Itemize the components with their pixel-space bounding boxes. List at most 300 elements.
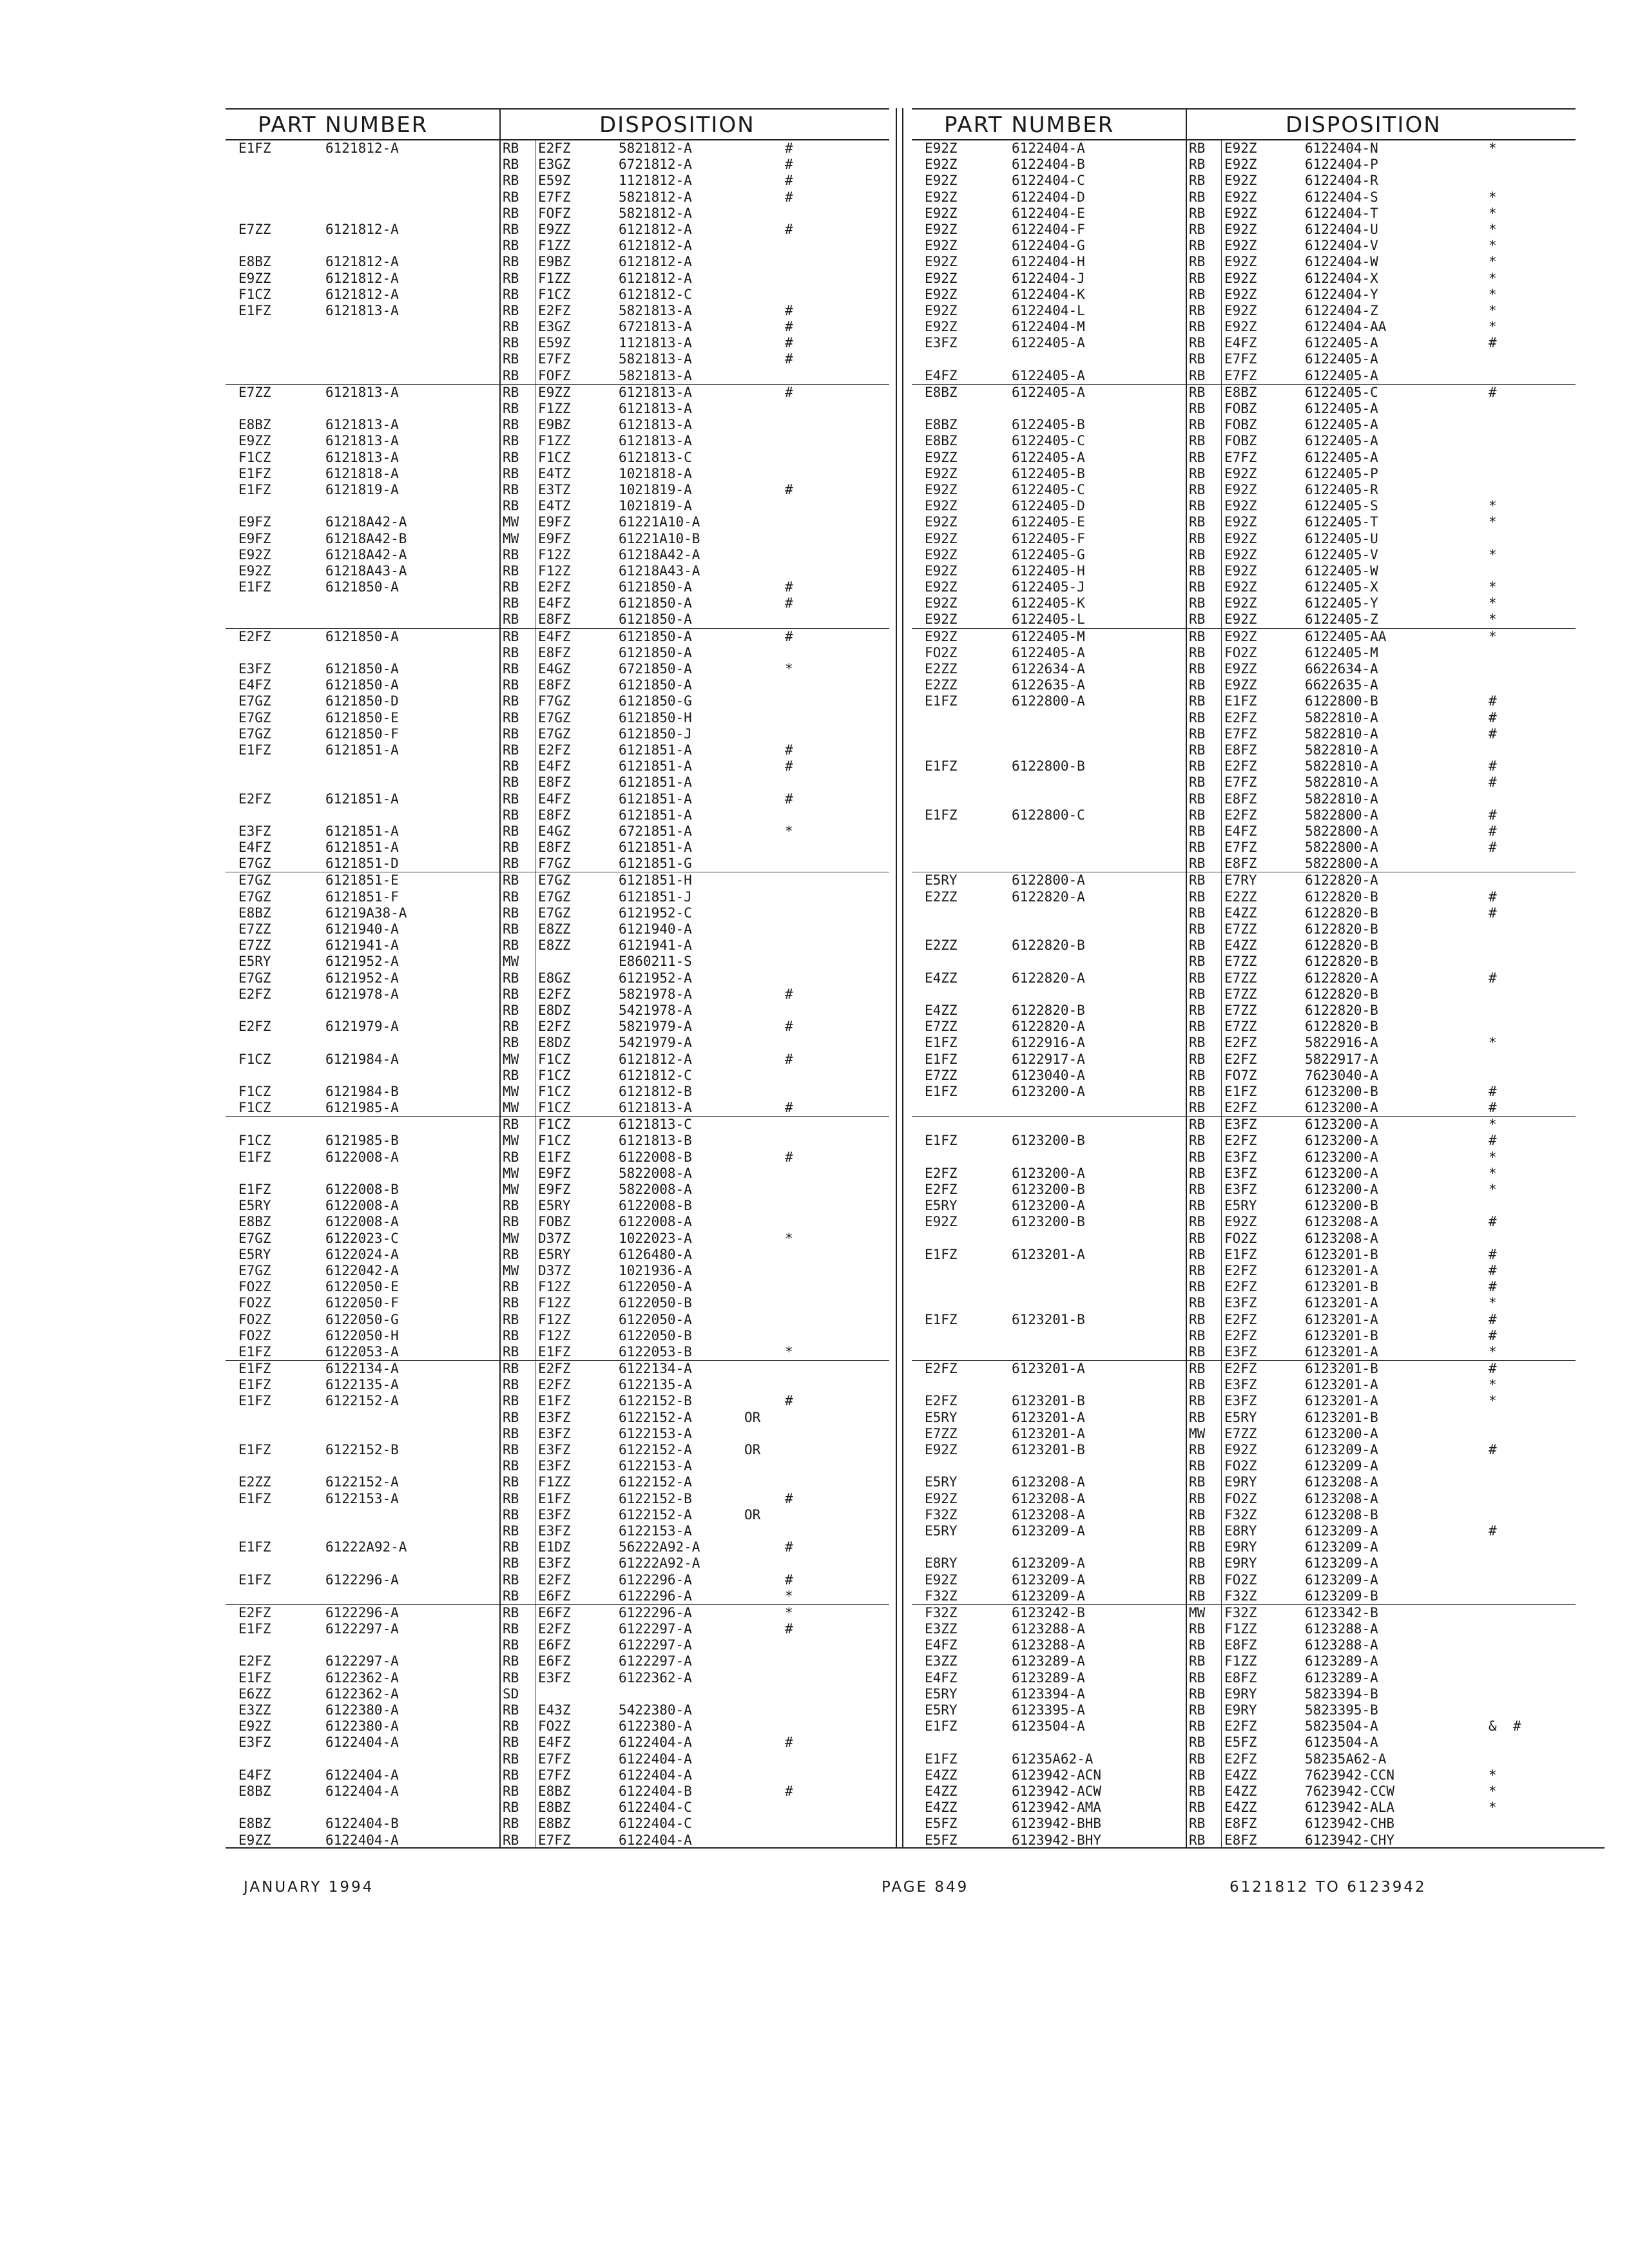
model-prefix: FOBZ (1224, 433, 1257, 449)
replacement-number: 6122820-A (1305, 872, 1378, 889)
table-row (912, 466, 1576, 482)
disposition-code: RB (503, 1067, 519, 1083)
model-prefix: E7ZZ (1224, 1425, 1257, 1441)
table-row (226, 1800, 889, 1816)
replacement-number: 6122820-B (1305, 1019, 1378, 1035)
part-number: 6123200-A (1012, 1165, 1085, 1181)
part-number: 6123201-A (1012, 1246, 1085, 1262)
table-row (912, 1198, 1576, 1214)
disposition-code: RB (503, 1002, 519, 1018)
replacement-number: 6123942-CHY (1305, 1832, 1395, 1848)
table-row (912, 287, 1576, 303)
flag: # (1489, 1279, 1497, 1295)
part-number: 6121851-A (325, 791, 399, 807)
disposition-code: RB (1189, 823, 1206, 839)
part-prefix: E1FZ (238, 1377, 271, 1393)
part-prefix: FO2Z (238, 1295, 271, 1311)
table-row (226, 986, 889, 1003)
table-row (226, 238, 889, 254)
replacement-number: 6122404-C (619, 1816, 692, 1832)
disposition-code: RB (503, 709, 519, 726)
table-row (912, 1295, 1576, 1311)
model-prefix: F1ZZ (538, 270, 571, 286)
part-number: 6122404-B (325, 1816, 399, 1832)
table-row (226, 1474, 889, 1490)
model-prefix: E7FZ (538, 1767, 571, 1783)
part-number: 6122362-A (325, 1669, 399, 1686)
disposition-code: RB (1189, 562, 1206, 579)
model-prefix: E7ZZ (1224, 954, 1257, 970)
part-number: 6123208-A (1012, 1474, 1085, 1490)
part-number: 6122800-B (1012, 758, 1085, 774)
table-row (226, 563, 889, 579)
replacement-number: 6123342-B (1305, 1604, 1378, 1620)
part-prefix: E92Z (925, 562, 958, 579)
part-prefix: E5RY (925, 1523, 958, 1539)
disposition-code: RB (503, 417, 519, 433)
model-prefix: F1CZ (538, 1100, 571, 1116)
replacement-number: 6123209-A (1305, 1523, 1378, 1539)
flag: * (1489, 1767, 1497, 1783)
part-number: 6122405-A (1012, 644, 1085, 660)
disposition-code: RB (503, 351, 519, 367)
flag: * (785, 1604, 793, 1620)
flag: * (1489, 140, 1497, 156)
replacement-number: 6121813-C (619, 1117, 692, 1133)
table-row (226, 1312, 889, 1328)
part-prefix: E2ZZ (925, 677, 958, 693)
disposition-code: RB (503, 1279, 519, 1295)
model-prefix: F1ZZ (538, 1474, 571, 1490)
replacement-number: 6122405-R (1305, 481, 1378, 497)
flag: # (1489, 693, 1497, 709)
disposition-code: RB (1189, 986, 1206, 1002)
replacement-number: 58235A62-A (1305, 1751, 1387, 1767)
table-row (226, 1507, 889, 1523)
model-prefix: E8BZ (1224, 384, 1257, 400)
replacement-number: 5822008-A (619, 1182, 692, 1197)
table-row (912, 531, 1576, 547)
model-prefix: E4FZ (1224, 335, 1257, 351)
disposition-code: RB (503, 189, 519, 205)
model-prefix: E3FZ (1224, 1149, 1257, 1165)
table-row (912, 1458, 1576, 1474)
model-prefix: E2FZ (538, 1571, 571, 1588)
part-prefix: E1FZ (238, 1669, 271, 1686)
model-prefix: E2FZ (1224, 1361, 1257, 1377)
part-prefix: E5RY (925, 1686, 958, 1702)
part-number: 6122296-A (325, 1604, 399, 1620)
disposition-code: RB (503, 1490, 519, 1506)
part-prefix: E1FZ (925, 1718, 958, 1735)
table-row (912, 1263, 1576, 1279)
replacement-number: 6122404-B (619, 1783, 692, 1799)
table-row (226, 970, 889, 986)
model-prefix: E6FZ (538, 1653, 571, 1669)
table-row (912, 271, 1576, 287)
part-prefix: E5RY (925, 872, 958, 889)
model-prefix: E92Z (1224, 514, 1257, 530)
disposition-code: MW (503, 954, 519, 970)
model-prefix: D37Z (538, 1230, 571, 1246)
part-number: 6121812-A (325, 286, 399, 302)
disposition-code: RB (503, 481, 519, 497)
model-prefix: E3FZ (538, 1523, 571, 1539)
flag: # (785, 1019, 793, 1035)
column-rule (1186, 140, 1187, 1849)
disposition-code: RB (503, 986, 519, 1002)
part-prefix: E7GZ (238, 872, 271, 889)
table-row (912, 1344, 1576, 1360)
disposition-code: RB (1189, 1669, 1206, 1686)
replacement-number: 5422380-A (619, 1702, 692, 1718)
disposition-code: RB (1189, 351, 1206, 367)
model-prefix: E92Z (1224, 1442, 1257, 1457)
model-prefix: E9FZ (538, 1165, 571, 1181)
replacement-number: 6123289-A (1305, 1669, 1378, 1686)
table-row (226, 1328, 889, 1344)
model-prefix: E9BZ (538, 417, 571, 433)
table-row (912, 1035, 1576, 1051)
flag: # (1489, 709, 1497, 726)
part-number: 6122050-E (325, 1279, 399, 1295)
part-prefix: E3FZ (238, 823, 271, 839)
disposition-code: RB (1189, 270, 1206, 286)
model-prefix: F1CZ (538, 1117, 571, 1133)
model-prefix: E2FZ (1224, 1262, 1257, 1278)
model-prefix: E1DZ (538, 1539, 571, 1555)
table-row (912, 1783, 1576, 1800)
part-number: 6122405-A (1012, 335, 1085, 351)
flag: * (1489, 302, 1497, 318)
part-prefix: E1FZ (925, 1751, 958, 1767)
disposition-code: RB (1189, 449, 1206, 465)
replacement-number: 6123200-A (1305, 1425, 1378, 1441)
replacement-number: 6123201-B (1305, 1279, 1378, 1295)
replacement-number: 6121851-H (619, 872, 692, 889)
flag: # (785, 1051, 793, 1067)
replacement-number: 6121850-A (619, 579, 692, 595)
replacement-number: 5821978-A (619, 986, 692, 1002)
replacement-number: 6122297-A (619, 1653, 692, 1669)
table-row (226, 222, 889, 238)
disposition-code: MW (503, 1262, 519, 1278)
model-prefix: E8FZ (1224, 1669, 1257, 1686)
model-prefix: E9FZ (538, 514, 571, 530)
replacement-number: 6122152-B (619, 1490, 692, 1506)
part-number: 6121850-F (325, 726, 399, 742)
model-prefix: E8FZ (1224, 791, 1257, 807)
replacement-number: 6122404-A (619, 1751, 692, 1767)
part-prefix: E3FZ (238, 1735, 271, 1751)
part-prefix: E7GZ (238, 970, 271, 986)
flag: * (1489, 628, 1497, 644)
replacement-number: 6121952-C (619, 905, 692, 921)
model-prefix: FO2Z (1224, 1458, 1257, 1474)
disposition-code: RB (503, 579, 519, 595)
flag: # (1489, 1311, 1497, 1327)
replacement-number: 5821813-A (619, 351, 692, 367)
model-prefix: E3FZ (538, 1409, 571, 1425)
flag: # (785, 189, 793, 205)
disposition-code: RB (1189, 498, 1206, 514)
model-prefix: F32Z (1224, 1506, 1257, 1523)
disposition-code: RB (1189, 1571, 1206, 1588)
part-number: 6122404-M (1012, 319, 1085, 335)
replacement-number: 6123200-A (1305, 1149, 1378, 1165)
replacement-number: 1022023-A (619, 1230, 692, 1246)
disposition-code: RB (503, 611, 519, 628)
table-row (226, 1279, 889, 1295)
disposition-code: RB (503, 433, 519, 449)
replacement-number: 6123200-A (1305, 1100, 1378, 1116)
disposition-code: RB (1189, 546, 1206, 562)
disposition-code: RB (1189, 1100, 1206, 1116)
model-prefix: E59Z (538, 335, 571, 351)
model-prefix: E92Z (1224, 238, 1257, 254)
disposition-code: RB (1189, 401, 1206, 416)
replacement-number: 5821813-A (619, 367, 692, 383)
table-row (226, 628, 889, 645)
replacement-number: 6123208-B (1305, 1506, 1378, 1523)
disposition-code: RB (1189, 1343, 1206, 1360)
table-row (912, 450, 1576, 466)
part-prefix: E92Z (925, 1490, 958, 1506)
disposition-code: RB (1189, 1149, 1206, 1165)
flag: # (1489, 970, 1497, 986)
flag: * (1489, 498, 1497, 514)
part-prefix: E8BZ (238, 1783, 271, 1799)
part-prefix: E92Z (925, 1214, 958, 1230)
table-row (226, 1539, 889, 1555)
part-prefix: E6ZZ (238, 1686, 271, 1702)
replacement-number: 6121850-A (619, 644, 692, 660)
part-prefix: E5RY (238, 1246, 271, 1262)
part-number: 6121850-A (325, 677, 399, 693)
disposition-code: RB (503, 823, 519, 839)
model-prefix: E8FZ (538, 677, 571, 693)
disposition-code: RB (1189, 1588, 1206, 1604)
model-prefix: E2FZ (538, 1019, 571, 1035)
table-row (226, 1068, 889, 1084)
replacement-number: 6123200-B (1305, 1083, 1378, 1099)
table-row (226, 1116, 889, 1133)
part-prefix: E8BZ (925, 433, 958, 449)
model-prefix: FO2Z (1224, 644, 1257, 660)
model-prefix: F1ZZ (538, 401, 571, 416)
part-number: 6122404-K (1012, 286, 1085, 302)
model-prefix: E7GZ (538, 726, 571, 742)
disposition-code: RB (503, 807, 519, 823)
disposition-code: RB (1189, 889, 1206, 905)
replacement-number: 6121812-A (619, 254, 692, 270)
part-prefix: F32Z (925, 1588, 958, 1604)
part-number: 6123942-ACN (1012, 1767, 1102, 1783)
replacement-number: 5421978-A (619, 1002, 692, 1018)
part-number: 6121813-A (325, 433, 399, 449)
part-prefix: E5RY (925, 1474, 958, 1490)
model-prefix: E9RY (1224, 1686, 1257, 1702)
replacement-number: 6122153-A (619, 1458, 692, 1474)
flag: # (785, 157, 793, 173)
table-row (226, 1182, 889, 1198)
part-prefix: FO2Z (238, 1311, 271, 1327)
replacement-number: 6121851-J (619, 889, 692, 905)
part-prefix: E7ZZ (925, 1019, 958, 1035)
replacement-number: 6122404-Z (1305, 302, 1378, 318)
part-prefix: FO2Z (238, 1279, 271, 1295)
table-row (912, 579, 1576, 595)
replacement-number: 6122405-U (1305, 530, 1378, 546)
part-number: 6121850-A (325, 579, 399, 595)
replacement-number: 5822917-A (1305, 1051, 1378, 1067)
part-prefix: E2FZ (238, 1604, 271, 1620)
disposition-code: RB (1189, 335, 1206, 351)
replacement-number: 6122008-B (619, 1149, 692, 1165)
part-number: 6122405-C (1012, 433, 1085, 449)
table-row (226, 1442, 889, 1458)
flag: # (785, 173, 793, 189)
disposition-code: RB (503, 401, 519, 416)
replacement-number: 6123201-B (1305, 1361, 1378, 1377)
or-note: OR (744, 1442, 761, 1457)
model-prefix: E8FZ (538, 840, 571, 856)
replacement-number: 6121851-A (619, 840, 692, 856)
model-prefix: E8DZ (538, 1035, 571, 1051)
table-row (226, 1198, 889, 1214)
replacement-number: 6121940-A (619, 921, 692, 937)
replacement-number: 6123200-A (1305, 1117, 1378, 1133)
part-prefix: E92Z (238, 562, 271, 579)
replacement-number: 6123209-A (1305, 1571, 1378, 1588)
replacement-number: 6123504-A (1305, 1735, 1378, 1751)
model-prefix: E4GZ (538, 823, 571, 839)
model-prefix: E4ZZ (1224, 905, 1257, 921)
replacement-number: 6721850-A (619, 661, 692, 677)
table-row (912, 791, 1576, 807)
part-prefix: F1CZ (238, 1133, 271, 1149)
part-prefix: E92Z (925, 270, 958, 286)
part-prefix: E2ZZ (925, 889, 958, 905)
part-number: 6123289-A (1012, 1669, 1085, 1686)
replacement-number: 6122404-A (619, 1735, 692, 1751)
replacement-number: 6123201-A (1305, 1262, 1378, 1278)
flag: # (785, 1735, 793, 1751)
table-row (226, 1767, 889, 1783)
flag: * (1489, 1377, 1497, 1393)
part-number: 6121978-A (325, 986, 399, 1002)
part-prefix: E8BZ (238, 1816, 271, 1832)
disposition-code: RB (1189, 1506, 1206, 1523)
model-prefix: E4TZ (538, 465, 571, 481)
model-prefix: E2FZ (1224, 1751, 1257, 1767)
replacement-number: 6121812-A (619, 238, 692, 254)
table-row (912, 1100, 1576, 1116)
flag: * (1489, 611, 1497, 628)
model-prefix: E9BZ (538, 254, 571, 270)
part-prefix: E92Z (925, 157, 958, 173)
table-row (226, 1637, 889, 1653)
replacement-number: 6122404-Y (1305, 286, 1378, 302)
model-prefix: E3FZ (1224, 1393, 1257, 1409)
part-number: 6122134-A (325, 1361, 399, 1377)
model-prefix: E2FZ (538, 1621, 571, 1637)
table-row (912, 1133, 1576, 1149)
part-prefix: E4FZ (238, 840, 271, 856)
disposition-code: RB (1189, 1409, 1206, 1425)
disposition-code: RB (503, 1458, 519, 1474)
model-prefix: E3FZ (1224, 1295, 1257, 1311)
disposition-code: RB (1189, 921, 1206, 937)
flag: # (1489, 840, 1497, 856)
table-row (912, 986, 1576, 1003)
model-prefix: E7FZ (1224, 449, 1257, 465)
part-prefix: E1FZ (925, 1246, 958, 1262)
disposition-code: MW (1189, 1604, 1206, 1620)
table-row (226, 742, 889, 758)
replacement-number: 6122135-A (619, 1377, 692, 1393)
model-prefix: E92Z (1224, 173, 1257, 189)
disposition-code: RB (503, 449, 519, 465)
flag: * (1489, 254, 1497, 270)
part-prefix: E7GZ (238, 856, 271, 872)
part-prefix: E2FZ (925, 1393, 958, 1409)
part-number: 6122404-C (1012, 173, 1085, 189)
flag: # (785, 791, 793, 807)
disposition-code: RB (1189, 465, 1206, 481)
table-row (912, 351, 1576, 367)
replacement-number: 6121813-A (619, 417, 692, 433)
part-number: 6121984-A (325, 1051, 399, 1067)
disposition-code: RB (503, 693, 519, 709)
part-number: 6122820-B (1012, 937, 1085, 954)
model-prefix: E3FZ (538, 1506, 571, 1523)
replacement-number: 6122152-A (619, 1409, 692, 1425)
or-note: OR (744, 1506, 761, 1523)
disposition-code: RB (503, 498, 519, 514)
part-prefix: E7GZ (238, 889, 271, 905)
disposition-code: RB (1189, 1214, 1206, 1230)
model-prefix: E9FZ (538, 1182, 571, 1197)
table-row (912, 140, 1576, 157)
disposition-code: RB (1189, 286, 1206, 302)
replacement-number: 61221A10-B (619, 530, 700, 546)
part-number: 6122296-A (325, 1571, 399, 1588)
disposition-code: RB (1189, 514, 1206, 530)
disposition-code: RB (503, 1409, 519, 1425)
part-prefix: E1FZ (925, 1051, 958, 1067)
model-prefix: F1CZ (538, 1067, 571, 1083)
part-prefix: E92Z (925, 140, 958, 156)
part-number: 6122820-B (1012, 1002, 1085, 1018)
flag: # (785, 1149, 793, 1165)
disposition-code: RB (503, 221, 519, 237)
disposition-code: RB (503, 1832, 519, 1848)
disposition-code: RB (1189, 481, 1206, 497)
model-prefix: E4ZZ (1224, 1800, 1257, 1816)
left-column-block (226, 108, 889, 1849)
part-prefix: F1CZ (238, 1083, 271, 1099)
disposition-code: RB (503, 1718, 519, 1735)
part-prefix: E7ZZ (238, 921, 271, 937)
flag: & # (1489, 1718, 1521, 1735)
part-number: 6122405-A (1012, 449, 1085, 465)
replacement-number: 6121851-A (619, 807, 692, 823)
model-prefix: E8RY (1224, 1523, 1257, 1539)
table-row (912, 872, 1576, 889)
flag: # (785, 1783, 793, 1799)
model-prefix: F7GZ (538, 693, 571, 709)
